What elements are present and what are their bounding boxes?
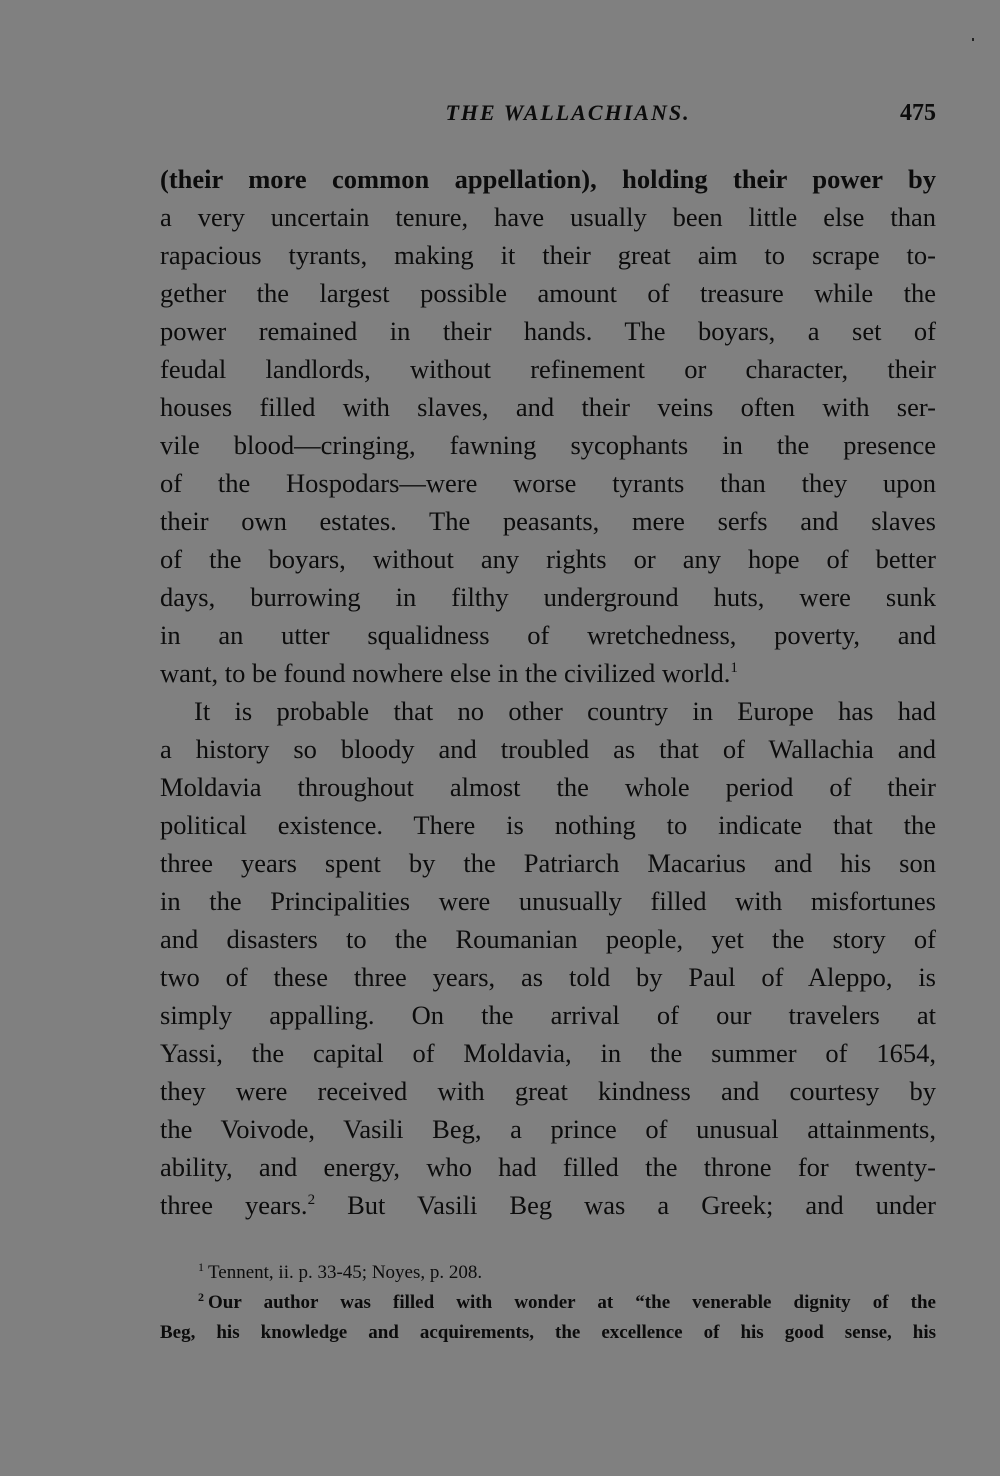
footnote-2	[160, 1288, 936, 1318]
text-line: the Voivode, Vasili Beg, a prince of unusual attainments,	[160, 1114, 936, 1144]
text-line: they were received with great kindness and courtesy by	[160, 1076, 936, 1106]
scan-speck	[972, 38, 974, 41]
text-line: three years spent by the Patriarch Macarius and his son	[160, 848, 936, 878]
page-header	[160, 100, 936, 134]
text-line	[160, 654, 936, 692]
text-line: power remained in their hands. The boyars, a set of	[160, 316, 936, 346]
text-line: in an utter squalidness of wretchedness, poverty, and	[160, 620, 936, 650]
body-text	[160, 160, 936, 1224]
text-line: rapacious tyrants, making it their great aim to scrape to-	[160, 240, 936, 270]
footnote-2-continuation: Beg, his knowledge and acquirements, the excellence of his good sense, his	[160, 1322, 936, 1343]
footnotes	[160, 1258, 936, 1348]
text-line: feudal landlords, without refinement or character, their	[160, 354, 936, 384]
text-line: of the Hospodars—were worse tyrants than they upon	[160, 468, 936, 498]
text-line: gether the largest possible amount of treasure while the	[160, 278, 936, 308]
text-line-content: want, to be found nowhere else in the civilized world.	[160, 658, 731, 688]
footnote-1-text: Tennent, ii. p. 33-45; Noyes, p. 208.	[208, 1262, 483, 1283]
text-line: two of these three years, as told by Paul of Aleppo, is	[160, 962, 936, 992]
text-line-content: But Vasili Beg was a Greek; and under	[315, 1190, 936, 1220]
text-line: political existence. There is nothing to indicate that the	[160, 810, 936, 840]
text-line: their own estates. The peasants, mere serfs and slaves	[160, 506, 936, 536]
text-line: a history so bloody and troubled as that of Wallachia and	[160, 734, 936, 764]
text-line: houses filled with slaves, and their veins often with ser-	[160, 392, 936, 422]
footnote-1-marker: 1	[198, 1259, 204, 1274]
text-line: ability, and energy, who had filled the throne for twenty-	[160, 1152, 936, 1182]
footnote-1	[160, 1258, 936, 1288]
text-line-content: three years.	[160, 1190, 308, 1220]
text-line: simply appalling. On the arrival of our travelers at	[160, 1000, 936, 1030]
text-line	[160, 1186, 936, 1224]
footnote-ref-2: 2	[307, 1192, 316, 1209]
text-line: a very uncertain tenure, have usually been little else than	[160, 202, 936, 232]
text-line: Yassi, the capital of Moldavia, in the summer of 1654,	[160, 1038, 936, 1068]
text-line: Moldavia throughout almost the whole period of their	[160, 772, 936, 802]
text-line: days, burrowing in filthy underground huts, were sunk	[160, 582, 936, 612]
text-line: (their more common appellation), holding their power by	[160, 164, 936, 194]
page-number: 475	[900, 100, 936, 126]
running-title: THE WALLACHIANS.	[445, 100, 691, 125]
footnote-2-marker: 2	[198, 1289, 204, 1304]
text-line: of the boyars, without any rights or any hope of better	[160, 544, 936, 574]
text-line: and disasters to the Roumanian people, yet the story of	[160, 924, 936, 954]
footnote-2-text: Our author was filled with wonder at “the venerable dignity of the	[208, 1292, 936, 1313]
text-line: vile blood—cringing, fawning sycophants in the presence	[160, 430, 936, 460]
text-line: in the Principalities were unusually filled with misfortunes	[160, 886, 936, 916]
text-line: It is probable that no other country in Europe has had	[194, 696, 936, 726]
footnote-ref-1: 1	[730, 660, 738, 677]
